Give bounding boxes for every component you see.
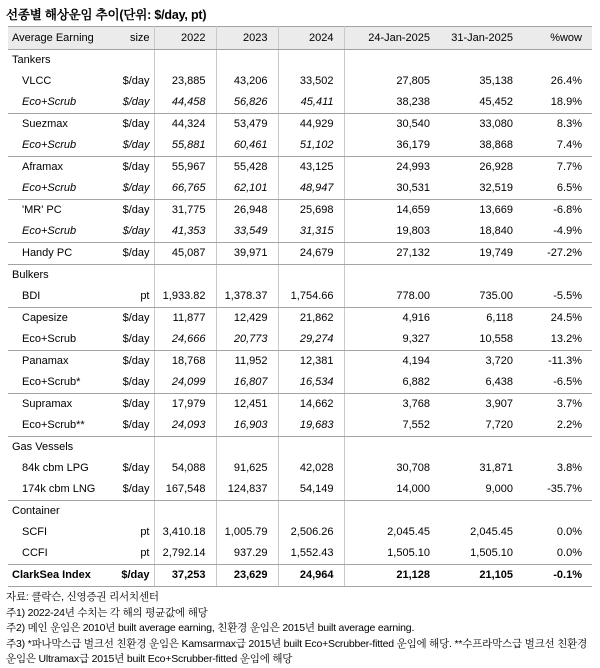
value-cell	[216, 265, 278, 287]
table-row	[8, 178, 592, 200]
value-cell: 12,381	[278, 351, 344, 373]
table-footnotes	[6, 590, 592, 668]
table-row	[8, 200, 592, 222]
section-row	[8, 50, 592, 72]
table-row	[8, 394, 592, 416]
value-cell: $/day	[110, 329, 154, 351]
value-cell: 31,315	[278, 221, 344, 243]
value-cell: pt	[110, 286, 154, 308]
value-cell: 7.4%	[528, 135, 592, 157]
table-row	[8, 458, 592, 479]
value-cell	[154, 265, 216, 287]
value-cell: 36,179	[344, 135, 445, 157]
value-cell	[344, 501, 445, 523]
value-cell: 10,558	[445, 329, 528, 351]
value-cell	[344, 50, 445, 72]
value-cell	[154, 437, 216, 459]
value-cell: 16,534	[278, 372, 344, 394]
row-label: Suezmax	[22, 118, 68, 130]
value-cell	[445, 501, 528, 523]
value-cell: 35,138	[479, 75, 513, 87]
page-title: 선종별 해상운임 추이(단위: $/day, pt)	[6, 8, 207, 22]
value-cell: $/day	[110, 178, 154, 200]
value-cell: 44,458	[154, 92, 216, 114]
value-cell: 1,378.37	[216, 286, 278, 308]
value-cell	[154, 501, 216, 523]
value-cell: 91,625	[216, 458, 278, 479]
value-cell: 21,128	[344, 565, 445, 587]
value-cell: 2,506.26	[278, 522, 344, 543]
value-cell: 167,548	[154, 479, 216, 501]
value-cell: 6.5%	[528, 178, 592, 200]
value-cell: -0.1%	[528, 565, 592, 587]
value-cell: 2,792.14	[154, 543, 216, 565]
freight-rate-table	[8, 26, 592, 587]
value-cell: 1,505.10	[344, 543, 445, 565]
value-cell: $/day	[110, 92, 154, 114]
value-cell: 41,353	[154, 221, 216, 243]
value-cell: 29,274	[278, 329, 344, 351]
value-cell: 24,093	[154, 415, 216, 437]
row-label: Eco+Scrub	[8, 92, 110, 114]
value-cell: $/day	[110, 351, 154, 373]
value-cell: 3.7%	[556, 398, 582, 410]
value-cell: 27,132	[344, 243, 445, 265]
value-cell: 16,807	[216, 372, 278, 394]
value-cell: -4.9%	[528, 221, 592, 243]
table-row	[8, 243, 592, 265]
value-cell: 937.29	[216, 543, 278, 565]
value-cell: 37,253	[154, 565, 216, 587]
value-cell: 2.2%	[528, 415, 592, 437]
value-cell: 38,868	[445, 135, 528, 157]
value-cell: $/day	[110, 114, 154, 136]
value-cell: 42,028	[278, 458, 344, 479]
value-cell: 23,629	[216, 565, 278, 587]
value-cell: 31,871	[479, 462, 513, 474]
value-cell: 55,967	[154, 157, 216, 179]
section-label: Bulkers	[12, 269, 49, 281]
value-cell: 3,410.18	[154, 522, 216, 543]
value-cell: 3,768	[402, 398, 430, 410]
value-cell: 9,000	[445, 479, 528, 501]
value-cell: 17,979	[154, 394, 216, 416]
value-cell: 51,102	[278, 135, 344, 157]
value-cell: 31,775	[154, 200, 216, 222]
footnote-3: 주3) *파나막스급 벌크선 친환경 운임은 Kamsarmax급 2015년 built Eco+Scrubber-fitted 운임에 해당. **수프라막스급 벌크선 친환경 운임은 Ultramax급 2015년 built Eco+Scrubber-fitted 운임에 해당	[6, 637, 588, 665]
value-cell	[528, 437, 592, 459]
table-row	[8, 565, 592, 587]
value-cell: 30,708	[396, 462, 430, 474]
value-cell: 45,452	[445, 92, 528, 114]
value-cell: 26,948	[216, 200, 278, 222]
value-cell: $/day	[110, 243, 154, 265]
value-cell: 24.5%	[550, 312, 582, 324]
value-cell: 19,803	[344, 221, 445, 243]
value-cell: 66,765	[154, 178, 216, 200]
row-label: 'MR' PC	[22, 204, 62, 216]
value-cell: 6,438	[445, 372, 528, 394]
section-row	[8, 265, 592, 287]
value-cell: pt	[110, 543, 154, 565]
value-cell: 8.3%	[556, 118, 582, 130]
value-cell: 1,552.43	[278, 543, 344, 565]
value-cell	[278, 265, 344, 287]
column-header-24-jan-2025: 24-Jan-2025	[344, 27, 445, 50]
value-cell: 24,666	[154, 329, 216, 351]
value-cell: 44,324	[154, 114, 216, 136]
value-cell: 55,881	[154, 135, 216, 157]
value-cell: $/day	[110, 157, 154, 179]
value-cell: 0.0%	[556, 526, 582, 538]
row-label: 84k cbm LPG	[22, 462, 89, 474]
value-cell: pt	[110, 522, 154, 543]
value-cell: 33,080	[479, 118, 513, 130]
row-label: Eco+Scrub	[8, 135, 110, 157]
table-header-row	[8, 27, 592, 50]
value-cell: 6,882	[344, 372, 445, 394]
table-row	[8, 351, 592, 373]
value-cell: 12,429	[216, 308, 278, 330]
value-cell: 56,826	[216, 92, 278, 114]
column-header-2023: 2023	[216, 27, 278, 50]
section-label: Tankers	[12, 54, 51, 66]
table-row	[8, 221, 592, 243]
value-cell: 14,000	[344, 479, 445, 501]
value-cell	[528, 50, 592, 72]
value-cell	[278, 437, 344, 459]
value-cell	[110, 437, 154, 459]
value-cell	[278, 501, 344, 523]
table-row	[8, 71, 592, 92]
value-cell	[110, 265, 154, 287]
value-cell: -6.8%	[553, 204, 582, 216]
value-cell: 18.9%	[528, 92, 592, 114]
table-row	[8, 92, 592, 114]
value-cell: 12,451	[216, 394, 278, 416]
column-header-31-jan-2025: 31-Jan-2025	[445, 27, 528, 50]
value-cell: 25,698	[278, 200, 344, 222]
value-cell: 735.00	[445, 286, 528, 308]
column-header-2022: 2022	[154, 27, 216, 50]
value-cell: $/day	[110, 135, 154, 157]
table-row	[8, 286, 592, 308]
value-cell: $/day	[110, 479, 154, 501]
value-cell: -5.5%	[528, 286, 592, 308]
value-cell: 62,101	[216, 178, 278, 200]
value-cell: 30,531	[344, 178, 445, 200]
column-header-2024: 2024	[278, 27, 344, 50]
row-label: Eco+Scrub	[8, 329, 110, 351]
value-cell: $/day	[110, 71, 154, 92]
section-label: Container	[12, 505, 60, 517]
value-cell: 3,720	[485, 355, 513, 367]
value-cell: 4,916	[402, 312, 430, 324]
value-cell: 53,479	[216, 114, 278, 136]
value-cell: 43,206	[216, 71, 278, 92]
value-cell: 6,118	[486, 312, 513, 324]
value-cell	[216, 501, 278, 523]
value-cell	[445, 437, 528, 459]
row-label: Panamax	[22, 355, 69, 367]
row-label: Eco+Scrub**	[8, 415, 110, 437]
section-row	[8, 501, 592, 523]
value-cell: 0.0%	[528, 543, 592, 565]
value-cell: 3.8%	[556, 462, 582, 474]
value-cell	[278, 50, 344, 72]
value-cell: 18,768	[154, 351, 216, 373]
value-cell: 19,749	[445, 243, 528, 265]
value-cell: 7,720	[445, 415, 528, 437]
value-cell: 24,679	[278, 243, 344, 265]
value-cell: 26.4%	[550, 75, 582, 87]
value-cell	[344, 265, 445, 287]
value-cell: 21,105	[445, 565, 528, 587]
section-row	[8, 437, 592, 459]
value-cell: 2,045.45	[387, 526, 430, 538]
value-cell: 55,428	[216, 157, 278, 179]
value-cell: 9,327	[344, 329, 445, 351]
value-cell: 778.00	[344, 286, 445, 308]
value-cell: -11.3%	[547, 355, 582, 367]
value-cell: $/day	[110, 415, 154, 437]
row-label: Supramax	[22, 398, 73, 410]
value-cell: 16,903	[216, 415, 278, 437]
table-row	[8, 157, 592, 179]
row-label: CCFI	[8, 543, 110, 565]
row-label: Capesize	[22, 312, 68, 324]
section-label: Gas Vessels	[12, 441, 74, 453]
row-label: VLCC	[22, 75, 52, 87]
value-cell: -27.2%	[528, 243, 592, 265]
value-cell: 7.7%	[556, 161, 582, 173]
value-cell	[344, 437, 445, 459]
value-cell: 2,045.45	[470, 526, 513, 538]
table-row	[8, 372, 592, 394]
table-body	[8, 50, 592, 587]
column-header-size: size	[110, 27, 154, 50]
value-cell: 54,149	[278, 479, 344, 501]
value-cell: 11,952	[216, 351, 278, 373]
value-cell: 54,088	[154, 458, 216, 479]
value-cell: 45,411	[278, 92, 344, 114]
row-label: BDI	[8, 286, 110, 308]
value-cell: 32,519	[445, 178, 528, 200]
value-cell: 43,125	[278, 157, 344, 179]
value-cell: $/day	[110, 458, 154, 479]
table-row	[8, 308, 592, 330]
value-cell: 124,837	[216, 479, 278, 501]
value-cell: 1,754.66	[278, 286, 344, 308]
value-cell	[445, 50, 528, 72]
table-row	[8, 479, 592, 501]
value-cell: 18,840	[445, 221, 528, 243]
value-cell: 45,087	[154, 243, 216, 265]
value-cell: 3,907	[485, 398, 513, 410]
footnote-2: 주2) 메인 운임은 2010년 built average earning, 친환경 운임은 2015년 built average earning.	[6, 622, 415, 634]
table-row	[8, 114, 592, 136]
value-cell	[528, 501, 592, 523]
footnote-1: 주1) 2022-24년 수치는 각 해의 평균값에 해당	[6, 606, 208, 619]
value-cell: -6.5%	[528, 372, 592, 394]
row-label: Eco+Scrub*	[8, 372, 110, 394]
value-cell: 21,862	[278, 308, 344, 330]
row-label: SCFI	[22, 526, 48, 538]
value-cell: 48,947	[278, 178, 344, 200]
value-cell: 33,549	[216, 221, 278, 243]
value-cell: 7,552	[344, 415, 445, 437]
value-cell: 30,540	[396, 118, 430, 130]
table-row	[8, 522, 592, 543]
row-label: Aframax	[22, 161, 63, 173]
value-cell: 38,238	[344, 92, 445, 114]
row-label: Eco+Scrub	[8, 221, 110, 243]
value-cell: 20,773	[216, 329, 278, 351]
value-cell: 24,964	[278, 565, 344, 587]
value-cell: $/day	[110, 221, 154, 243]
row-label: 174k cbm LNG	[8, 479, 110, 501]
value-cell	[216, 50, 278, 72]
value-cell	[110, 501, 154, 523]
value-cell: 26,928	[479, 161, 513, 173]
value-cell: 1,505.10	[445, 543, 528, 565]
value-cell: 60,461	[216, 135, 278, 157]
value-cell: 14,659	[396, 204, 430, 216]
value-cell: $/day	[110, 565, 154, 587]
value-cell: $/day	[110, 394, 154, 416]
table-row	[8, 135, 592, 157]
table-row	[8, 329, 592, 351]
source-note: 자료: 클락슨, 신영증권 리서치센터	[6, 591, 159, 603]
value-cell: 19,683	[278, 415, 344, 437]
value-cell: $/day	[110, 200, 154, 222]
value-cell: -35.7%	[528, 479, 592, 501]
column-header-average-earning: Average Earning	[8, 27, 110, 50]
value-cell: 44,929	[278, 114, 344, 136]
value-cell: 1,933.82	[154, 286, 216, 308]
value-cell: 24,099	[154, 372, 216, 394]
row-label: Eco+Scrub	[8, 178, 110, 200]
value-cell: 13.2%	[528, 329, 592, 351]
value-cell: 14,662	[278, 394, 344, 416]
value-cell: 23,885	[154, 71, 216, 92]
table-row	[8, 415, 592, 437]
value-cell	[216, 437, 278, 459]
value-cell	[110, 50, 154, 72]
row-label: Handy PC	[8, 243, 110, 265]
value-cell: 33,502	[278, 71, 344, 92]
row-label: ClarkSea Index	[8, 565, 110, 587]
value-cell: $/day	[110, 308, 154, 330]
value-cell: 39,971	[216, 243, 278, 265]
value-cell: 4,194	[402, 355, 430, 367]
value-cell: 27,805	[396, 75, 430, 87]
value-cell: $/day	[110, 372, 154, 394]
column-header-wow: %wow	[528, 27, 592, 50]
value-cell	[154, 50, 216, 72]
value-cell: 24,993	[396, 161, 430, 173]
value-cell: 1,005.79	[216, 522, 278, 543]
table-row	[8, 543, 592, 565]
value-cell: 13,669	[479, 204, 513, 216]
value-cell	[528, 265, 592, 287]
value-cell	[445, 265, 528, 287]
value-cell: 11,877	[154, 308, 216, 330]
